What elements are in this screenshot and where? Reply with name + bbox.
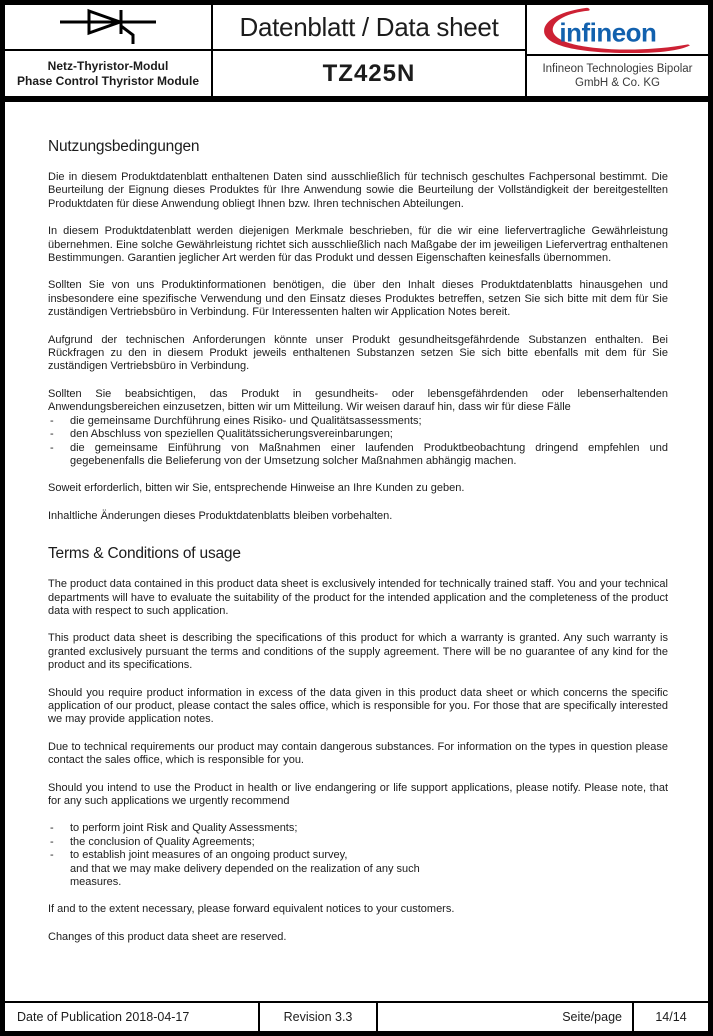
- revision: Revision 3.3: [260, 1003, 378, 1031]
- dash-bullet: -: [50, 428, 54, 441]
- list-item: - to perform joint Risk and Quality Assessments;: [50, 822, 298, 835]
- list-item: - the conclusion of Quality Agreements;: [50, 835, 255, 848]
- english-paragraph: Due to technical requirements our product may contain dangerous substances. For information on the types in question please contact the sales office, which is responsible for you.: [48, 740, 668, 767]
- company-name: [527, 56, 708, 96]
- english-paragraph: Changes of this product data sheet are reserved.: [48, 930, 287, 943]
- page-number: 14/14: [655, 1010, 687, 1024]
- dash-bullet: -: [50, 414, 54, 427]
- english-section-heading: Terms & Conditions of usage: [48, 545, 241, 563]
- german-paragraph: Soweit erforderlich, bitten wir Sie, entsprechende Hinweise an Ihre Kunden zu geben.: [48, 482, 465, 495]
- header-left-column: [5, 5, 213, 96]
- list-item: - to establish joint measures of an ongoing product survey, and that we may make delivery depended on the realization of any such measures.: [50, 849, 420, 889]
- german-list-intro: Sollten Sie beabsichtigen, das Produkt in gesundheits- oder lebensgefährdenden oder lebenserhaltenden Anwendungsbereichen einzusetzen, bitten wir um Mitteilung. Wir weisen darauf hin, dass wir für diese Fälle: [48, 387, 668, 414]
- thyristor-symbol-cell: [5, 5, 211, 51]
- english-list: [48, 822, 668, 889]
- german-paragraph: Die in diesem Produktdatenblatt enthaltenen Daten sind ausschließlich für technisch geschultes Fachpersonal bestimmt. Die Beurteilung der Eignung dieses Produktes für Ihre Anwendung sowie die Beurteilung der Vollständigkeit der bereitgestellten Produktdaten für diese Anwendung obliegt Ihnen bzw. Ihren technischen Abteilungen.: [48, 171, 668, 210]
- publication-date: Date of Publication 2018-04-17: [5, 1003, 260, 1031]
- english-paragraph: This product data sheet is describing the specifications of this product for which a warranty is granted. Any such warranty is granted exclusively pursuant the terms and conditions of the supply agreement. There will be no guarantee of any kind for the product and its specifications.: [48, 632, 668, 672]
- product-family-de: Netz-Thyristor-Modul: [47, 58, 169, 73]
- dash-bullet: -: [50, 441, 54, 454]
- company-line2: GmbH & Co. KG: [575, 77, 660, 89]
- doc-title: Datenblatt / Data sheet: [213, 5, 525, 51]
- part-number: TZ425N: [322, 59, 416, 87]
- product-family: [5, 51, 211, 96]
- german-paragraph: Aufgrund der technischen Anforderungen könnte unser Produkt gesundheitsgefährdende Substanzen enthalten. Bei Rückfragen zu den in diesem Produkt jeweils enthaltenen Substanzen setzen Sie sich bitte ebenfalls mit dem für Sie zuständigen Vertriebsbüro in Verbindung.: [48, 333, 668, 373]
- english-paragraph: Should you require product information in excess of the data given in this product data sheet or which concerns the specific application of our product, please contact the sales office, which is responsible for you. For those that are specifically interested we may provide application notes.: [48, 686, 668, 726]
- footer: [5, 1001, 708, 1031]
- infineon-logo: [527, 5, 708, 56]
- infineon-logo-icon: [539, 6, 697, 54]
- list-item: - den Abschluss von speziellen Qualitätssicherungsvereinbarungen;: [50, 428, 393, 441]
- header-right-column: [527, 5, 708, 96]
- document-body: [5, 102, 708, 1001]
- header-center-column: [213, 5, 527, 96]
- header: [5, 5, 708, 102]
- german-paragraph: Inhaltliche Änderungen dieses Produktdatenblatts bleiben vorbehalten.: [48, 509, 393, 522]
- page-label: Seite/page: [378, 1003, 634, 1031]
- dash-bullet: -: [50, 822, 54, 835]
- german-paragraph: Sollten Sie von uns Produktinformationen benötigen, die über den Inhalt dieses Produktdatenblatts hinausgehen und insbesondere eine spezifische Verwendung und den Einsatz dieses Produktes betreffen, setzen Sie sich bitte mit dem für Sie zuständigen Vertriebsbüro in Verbindung. Für Interessenten halten wir Application Notes bereit.: [48, 279, 668, 319]
- german-list: [48, 415, 668, 469]
- company-line1: Infineon Technologies Bipolar: [542, 63, 693, 75]
- english-list-intro: Should you intend to use the Product in health or live endangering or life support applications, please notify. Please note, that for any such applications we urgently recommend: [48, 781, 668, 807]
- german-paragraph: In diesem Produktdatenblatt werden diejenigen Merkmale beschrieben, für die wir eine liefervertragliche Gewährleistung übernehmen. Eine solche Gewährleistung richtet sich ausschließlich nach Maßgabe der im jeweiligen Liefervertrag enthaltenen Bestimmungen. Garantien jeglicher Art werden für das Produkt und dessen Eigenschaften keinesfalls übernommen.: [48, 225, 668, 265]
- product-family-en: Phase Control Thyristor Module: [16, 73, 199, 88]
- dash-bullet: -: [50, 835, 54, 848]
- list-item: - die gemeinsame Einführung von Maßnahmen einer laufenden Produktbeobachtung dringend empfehlen und gegebenenfalls die Belieferung von der Umsetzung solcher Maßnahmen abhängig machen.: [50, 441, 668, 467]
- english-paragraph: If and to the extent necessary, please forward equivalent notices to your customers.: [48, 903, 455, 916]
- english-paragraph: The product data contained in this product data sheet is exclusively intended for technically trained staff. You and your technical departments will have to evaluate the suitability of the product for the intended application and the completeness of the product data with respect to such application.: [48, 578, 668, 617]
- dash-bullet: -: [50, 849, 54, 862]
- infineon-logo-text: infineon: [558, 19, 656, 48]
- list-item: - die gemeinsame Durchführung eines Risiko- und Qualitätsassessments;: [50, 414, 422, 427]
- german-section-heading: Nutzungsbedingungen: [48, 138, 200, 155]
- thyristor-icon: [58, 8, 158, 46]
